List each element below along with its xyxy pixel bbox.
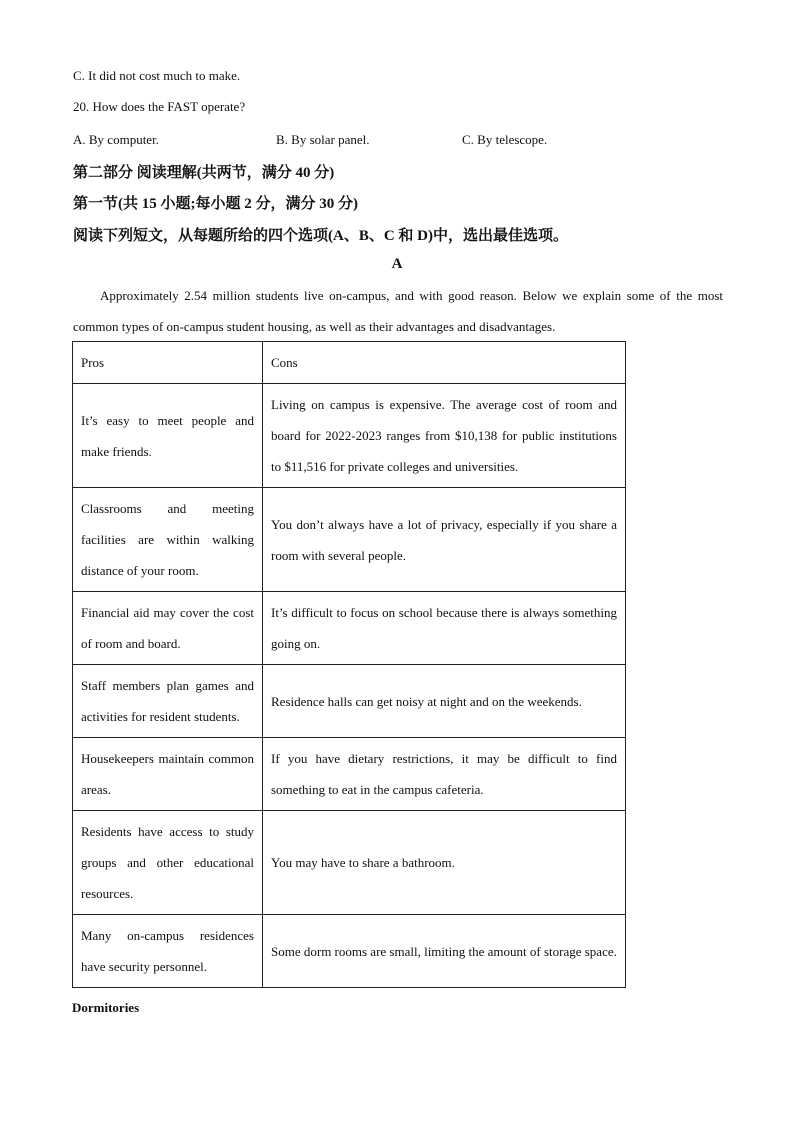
question-20-option-a: A. By computer. xyxy=(73,132,159,147)
dormitories-heading: Dormitories xyxy=(72,1000,140,1015)
table-row xyxy=(73,384,626,488)
instructions: 阅读下列短文，从每题所给的四个选项(A、B、C 和 D)中，选出最佳选项。 xyxy=(73,228,568,244)
table-row xyxy=(73,811,626,915)
question-20-option-c: C. By telescope. xyxy=(462,132,548,147)
header-pros: Pros xyxy=(73,342,263,384)
pros-cons-table xyxy=(72,341,626,988)
table-row xyxy=(73,915,626,988)
con-cell: It’s difficult to focus on school because there is always something going on. xyxy=(263,592,626,665)
header-cons: Cons xyxy=(263,342,626,384)
table-header-row xyxy=(73,342,626,384)
pro-cell: Residents have access to study groups and other educational resources. xyxy=(73,811,263,915)
con-cell: You don’t always have a lot of privacy, especially if you share a room with several people. xyxy=(263,488,626,592)
con-cell: Some dorm rooms are small, limiting the amount of storage space. xyxy=(263,915,626,988)
question-20-option-b: B. By solar panel. xyxy=(276,132,370,147)
pro-cell: Staff members plan games and activities for resident students. xyxy=(73,665,263,738)
con-cell: Residence halls can get noisy at night and on the weekends. xyxy=(263,665,626,738)
table-row xyxy=(73,592,626,665)
con-cell: You may have to share a bathroom. xyxy=(263,811,626,915)
con-cell: If you have dietary restrictions, it may be difficult to find something to eat in the campus cafeteria. xyxy=(263,738,626,811)
option-c-prev: C. It did not cost much to make. xyxy=(73,68,241,83)
part-2-heading: 第二部分 阅读理解(共两节，满分 40 分) xyxy=(73,165,335,181)
passage-label: A xyxy=(391,256,403,272)
pro-cell: Housekeepers maintain common areas. xyxy=(73,738,263,811)
intro-paragraph: Approximately 2.54 million students live on-campus, and with good reason. Below we explain some of the most common types of on-campus student housing, as well as their advantages and disadvantages. xyxy=(73,288,723,334)
con-cell: Living on campus is expensive. The average cost of room and board for 2022-2023 ranges from $10,138 for public institutions to $11,516 for private colleges and universities. xyxy=(263,384,626,488)
table-row xyxy=(73,665,626,738)
pro-cell: It’s easy to meet people and make friends. xyxy=(73,384,263,488)
section-1-heading: 第一节(共 15 小题;每小题 2 分，满分 30 分) xyxy=(73,196,358,212)
pro-cell: Classrooms and meeting facilities are within walking distance of your room. xyxy=(73,488,263,592)
pro-cell: Many on-campus residences have security personnel. xyxy=(73,915,263,988)
table-row xyxy=(73,488,626,592)
table-row xyxy=(73,738,626,811)
question-20-stem: 20. How does the FAST operate? xyxy=(73,99,246,114)
pro-cell: Financial aid may cover the cost of room and board. xyxy=(73,592,263,665)
